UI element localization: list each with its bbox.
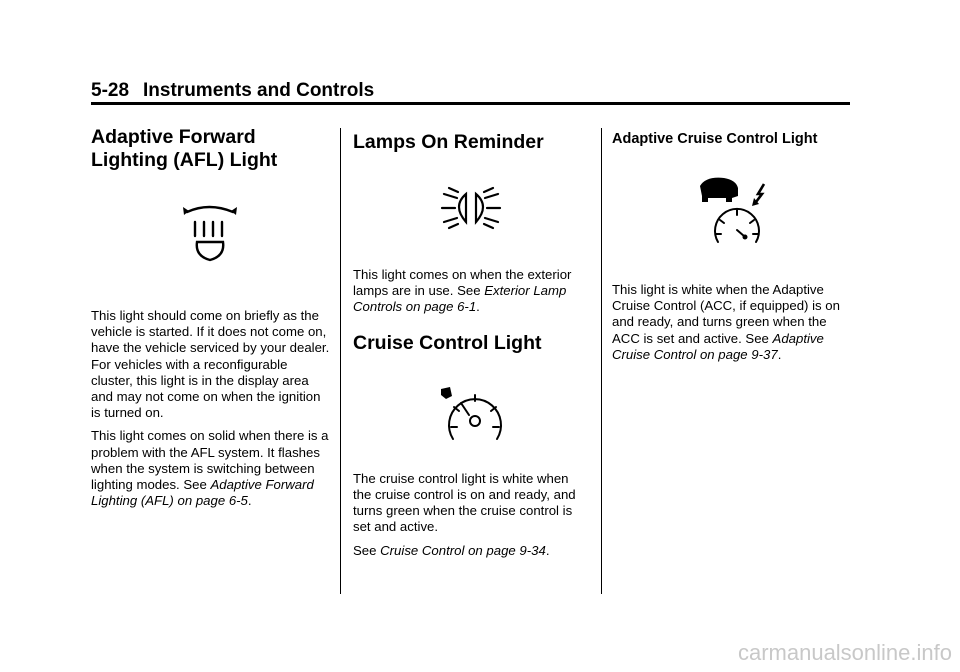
afl-heading: Adaptive Forward Lighting (AFL) Light bbox=[91, 126, 278, 171]
afl-cross-reference[interactable]: Adaptive Forward Lighting (AFL) on page 6-5 bbox=[91, 477, 314, 509]
cruise-control-icon bbox=[353, 361, 589, 461]
cruise-control-cross-reference[interactable]: Cruise Control on page 9-34 bbox=[380, 543, 546, 559]
column-afl bbox=[91, 126, 331, 509]
lamps-on-heading: Lamps On Reminder bbox=[353, 131, 544, 153]
afl-paragraph-1: This light should come on briefly as the vehicle is started. If it does not come on, have the vehicle serviced by your dealer. For vehicles with a reconfigurable cluster, this light is in the display area and may not come on when the ignition is turned on. bbox=[91, 308, 330, 421]
afl-paragraph-2: This light comes on solid when there is a problem with the AFL system. It flashes when the system is switching between lighting modes. See Adaptive Forward Lighting (AFL) on page 6-5. bbox=[91, 428, 329, 509]
adaptive-cruise-cross-reference[interactable]: Adaptive Cruise Control on page 9-37 bbox=[612, 330, 824, 362]
adaptive-cruise-icon bbox=[612, 154, 857, 254]
lamps-on-icon bbox=[353, 158, 589, 253]
header-rule bbox=[91, 102, 850, 105]
lamps-on-paragraph: This light comes on when the exterior lamps are in use. See Exterior Lamp Controls on page 6-1. bbox=[353, 267, 572, 315]
column-lamps-cruise bbox=[353, 126, 589, 560]
watermark: carmanualsonline.info bbox=[737, 640, 952, 665]
adaptive-cruise-heading: Adaptive Cruise Control Light bbox=[612, 131, 818, 147]
column-divider bbox=[340, 128, 341, 594]
column-adaptive-cruise bbox=[612, 126, 857, 363]
adaptive-cruise-paragraph: This light is white when the Adaptive Cruise Control (ACC, if equipped) is on and ready, and turns green when the ACC is set and active. See Adaptive Cruise Control on page 9-37. bbox=[612, 282, 840, 362]
exterior-lamp-cross-reference[interactable]: Exterior Lamp Controls on page 6-1 bbox=[353, 283, 567, 315]
afl-light-icon bbox=[91, 180, 331, 280]
section-title: Instruments and Controls bbox=[143, 80, 375, 101]
cruise-control-heading: Cruise Control Light bbox=[353, 331, 542, 354]
cruise-control-paragraph-2: See Cruise Control on page 9-34. bbox=[353, 543, 550, 559]
page-header bbox=[91, 80, 374, 102]
page-number: 5-28 bbox=[91, 80, 130, 101]
column-divider bbox=[601, 128, 602, 594]
cruise-control-paragraph-1: The cruise control light is white when the cruise control is on and ready, and turns green when the cruise control is set and active. bbox=[353, 470, 576, 535]
